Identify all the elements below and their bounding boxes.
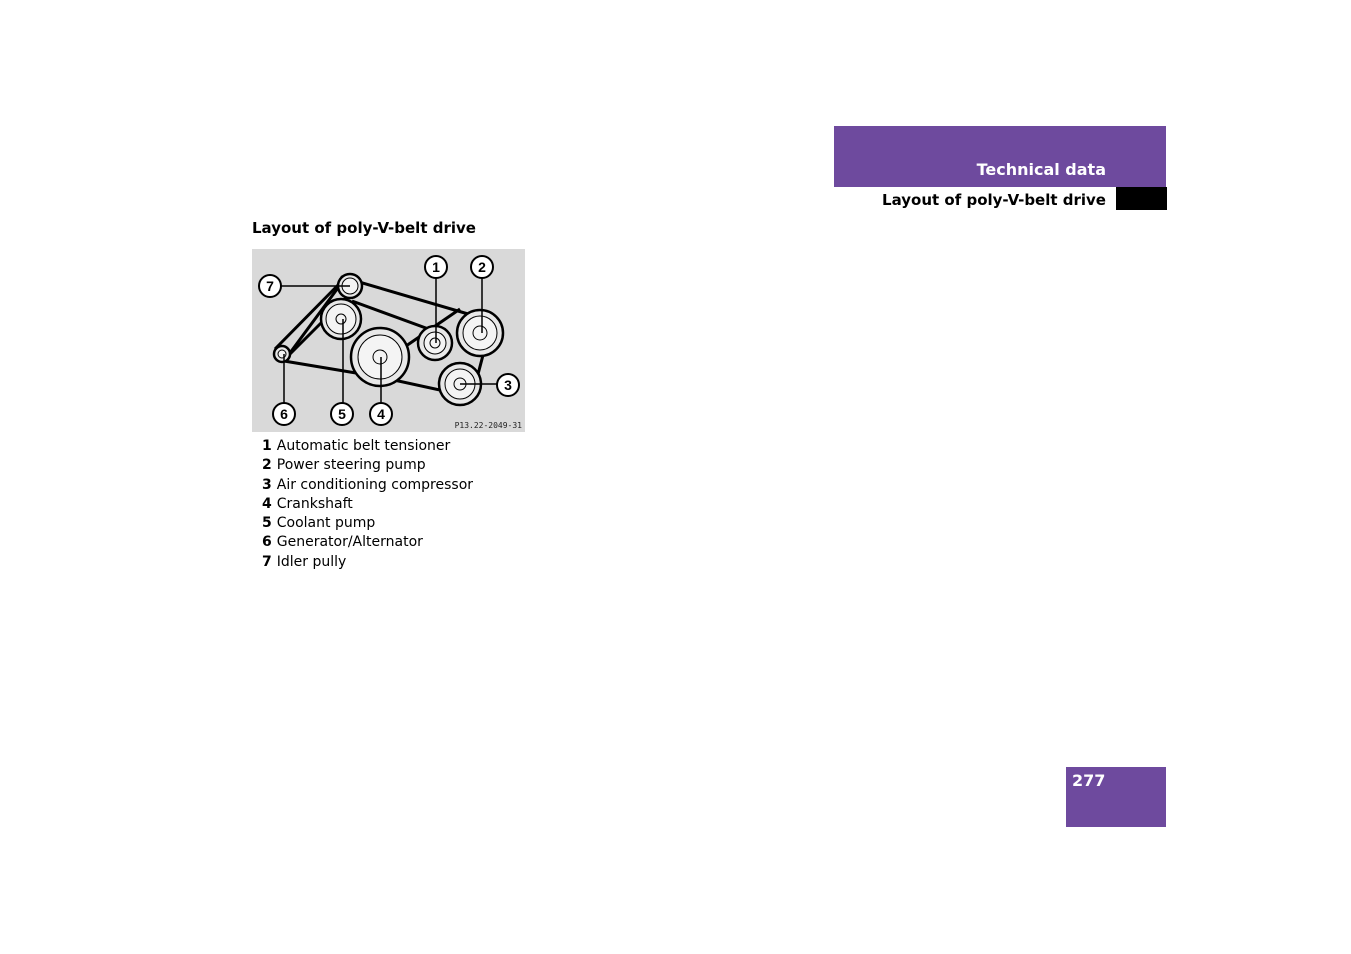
legend-item: 3 Air conditioning compressor	[262, 476, 474, 493]
belt-drive-diagram	[252, 249, 525, 432]
svg-text:7: 7	[266, 278, 274, 294]
belt-drive-figure	[252, 249, 525, 432]
svg-text:2: 2	[478, 259, 486, 275]
callout-1	[425, 256, 447, 278]
legend-item: 6 Generator/Alternator	[262, 534, 423, 551]
callout-5	[331, 403, 353, 425]
thumb-tab-marker	[1116, 187, 1167, 210]
callout-4	[370, 403, 392, 425]
pulley-6	[274, 346, 290, 362]
legend-item: 1 Automatic belt tensioner	[262, 438, 451, 454]
svg-text:1: 1	[432, 259, 440, 275]
pulley-2	[457, 310, 503, 356]
svg-text:6: 6	[280, 406, 288, 422]
callout-2	[471, 256, 493, 278]
section-subtitle: Layout of poly-V-belt drive	[882, 191, 1106, 209]
svg-text:5: 5	[338, 406, 346, 422]
chapter-header-box	[834, 126, 1166, 187]
chapter-title: Technical data	[976, 160, 1106, 179]
legend-item: 7 Idler pully	[262, 553, 347, 570]
page-number: 277	[1072, 771, 1106, 790]
callout-6	[273, 403, 295, 425]
page-number-box	[1066, 767, 1166, 827]
svg-text:4: 4	[377, 406, 385, 422]
legend-item: 4 Crankshaft	[262, 495, 353, 512]
legend-item: 2 Power steering pump	[262, 457, 426, 474]
callout-7	[259, 275, 281, 297]
pulley-1	[418, 326, 452, 360]
figure-legend	[262, 437, 473, 572]
pulley-4	[351, 328, 409, 386]
figure-code: P13.22-2049-31	[454, 421, 522, 430]
svg-text:3: 3	[504, 377, 512, 393]
belt-segment	[352, 301, 434, 331]
callout-3	[497, 374, 519, 396]
legend-item: 5 Coolant pump	[262, 515, 376, 532]
pulley-5	[321, 299, 361, 339]
section-heading: Layout of poly-V-belt drive	[252, 219, 476, 237]
